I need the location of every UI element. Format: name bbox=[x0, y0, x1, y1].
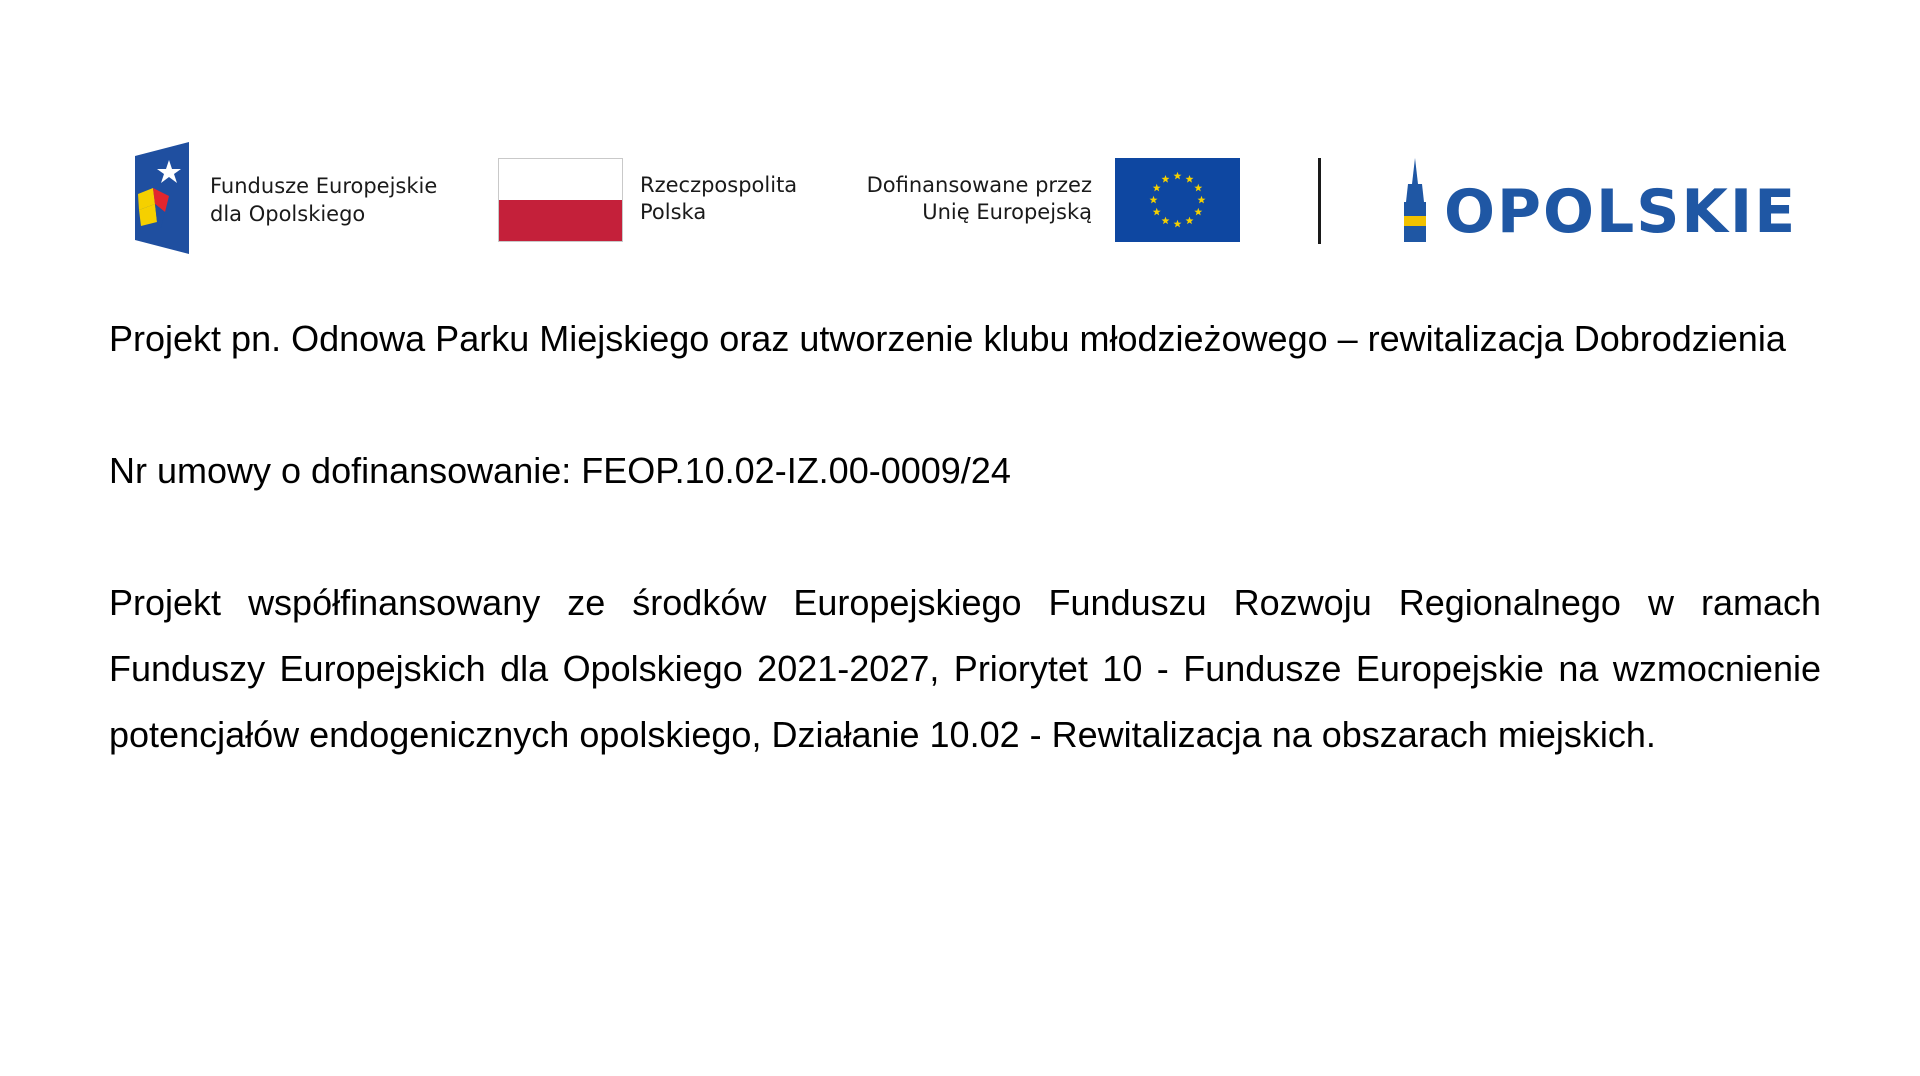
eu-star-icon bbox=[1194, 184, 1202, 192]
opolskie-logo bbox=[1400, 158, 1800, 248]
fe-logo-line2: dla Opolskiego bbox=[210, 202, 366, 226]
eu-star-icon bbox=[1153, 184, 1161, 192]
eu-logo bbox=[855, 158, 1240, 243]
eu-star-icon bbox=[1174, 172, 1182, 180]
eu-star-icon bbox=[1162, 175, 1170, 183]
project-title: Projekt pn. Odnowa Parku Miejskiego oraz utworzenie klubu młodzieżowego – rewitalizacja Dobrodzienia bbox=[109, 318, 1786, 359]
logo-strip bbox=[0, 0, 1920, 290]
eu-logo-line2: Unię Europejską bbox=[922, 200, 1092, 224]
rp-logo-line1: Rzeczpospolita bbox=[640, 173, 798, 197]
eu-star-icon bbox=[1153, 208, 1161, 216]
eu-star-icon bbox=[1186, 175, 1194, 183]
opolskie-wordmark: OPOLSKIE bbox=[1444, 177, 1798, 247]
eu-flag-icon bbox=[1115, 158, 1240, 242]
rp-logo bbox=[498, 158, 818, 243]
eu-star-icon bbox=[1186, 217, 1194, 225]
rp-logo-text bbox=[640, 172, 797, 226]
eu-star-icon bbox=[1198, 196, 1206, 204]
document-body bbox=[109, 306, 1821, 768]
fe-logo-text bbox=[210, 172, 437, 228]
polish-flag-icon bbox=[498, 158, 623, 242]
eu-logo-line1: Dofinansowane przez bbox=[866, 173, 1092, 197]
eu-logo-text bbox=[867, 172, 1092, 226]
fe-flag-icon bbox=[135, 142, 195, 254]
eu-star-icon bbox=[1150, 196, 1158, 204]
rp-logo-line2: Polska bbox=[640, 200, 707, 224]
logo-separator bbox=[1318, 158, 1321, 244]
fe-logo bbox=[135, 142, 465, 257]
eu-star-icon bbox=[1194, 208, 1202, 216]
agreement-number: Nr umowy o dofinansowanie: FEOP.10.02-IZ.00-0009/24 bbox=[109, 450, 1011, 491]
tower-icon bbox=[1400, 158, 1430, 242]
funding-statement: Projekt współfinansowany ze środków Europejskiego Funduszu Rozwoju Regionalnego w ramach Funduszy Europejskich dla Opolskiego 2021-2027, Priorytet 10 - Fundusze Europejskie na wzmocnienie potencjałów endogenicznych opolskiego, Działanie 10.02 - Rewitalizacja na obszarach miejskich. bbox=[109, 582, 1821, 755]
eu-star-icon bbox=[1162, 217, 1170, 225]
eu-star-icon bbox=[1174, 220, 1182, 228]
fe-logo-line1: Fundusze Europejskie bbox=[210, 174, 438, 198]
